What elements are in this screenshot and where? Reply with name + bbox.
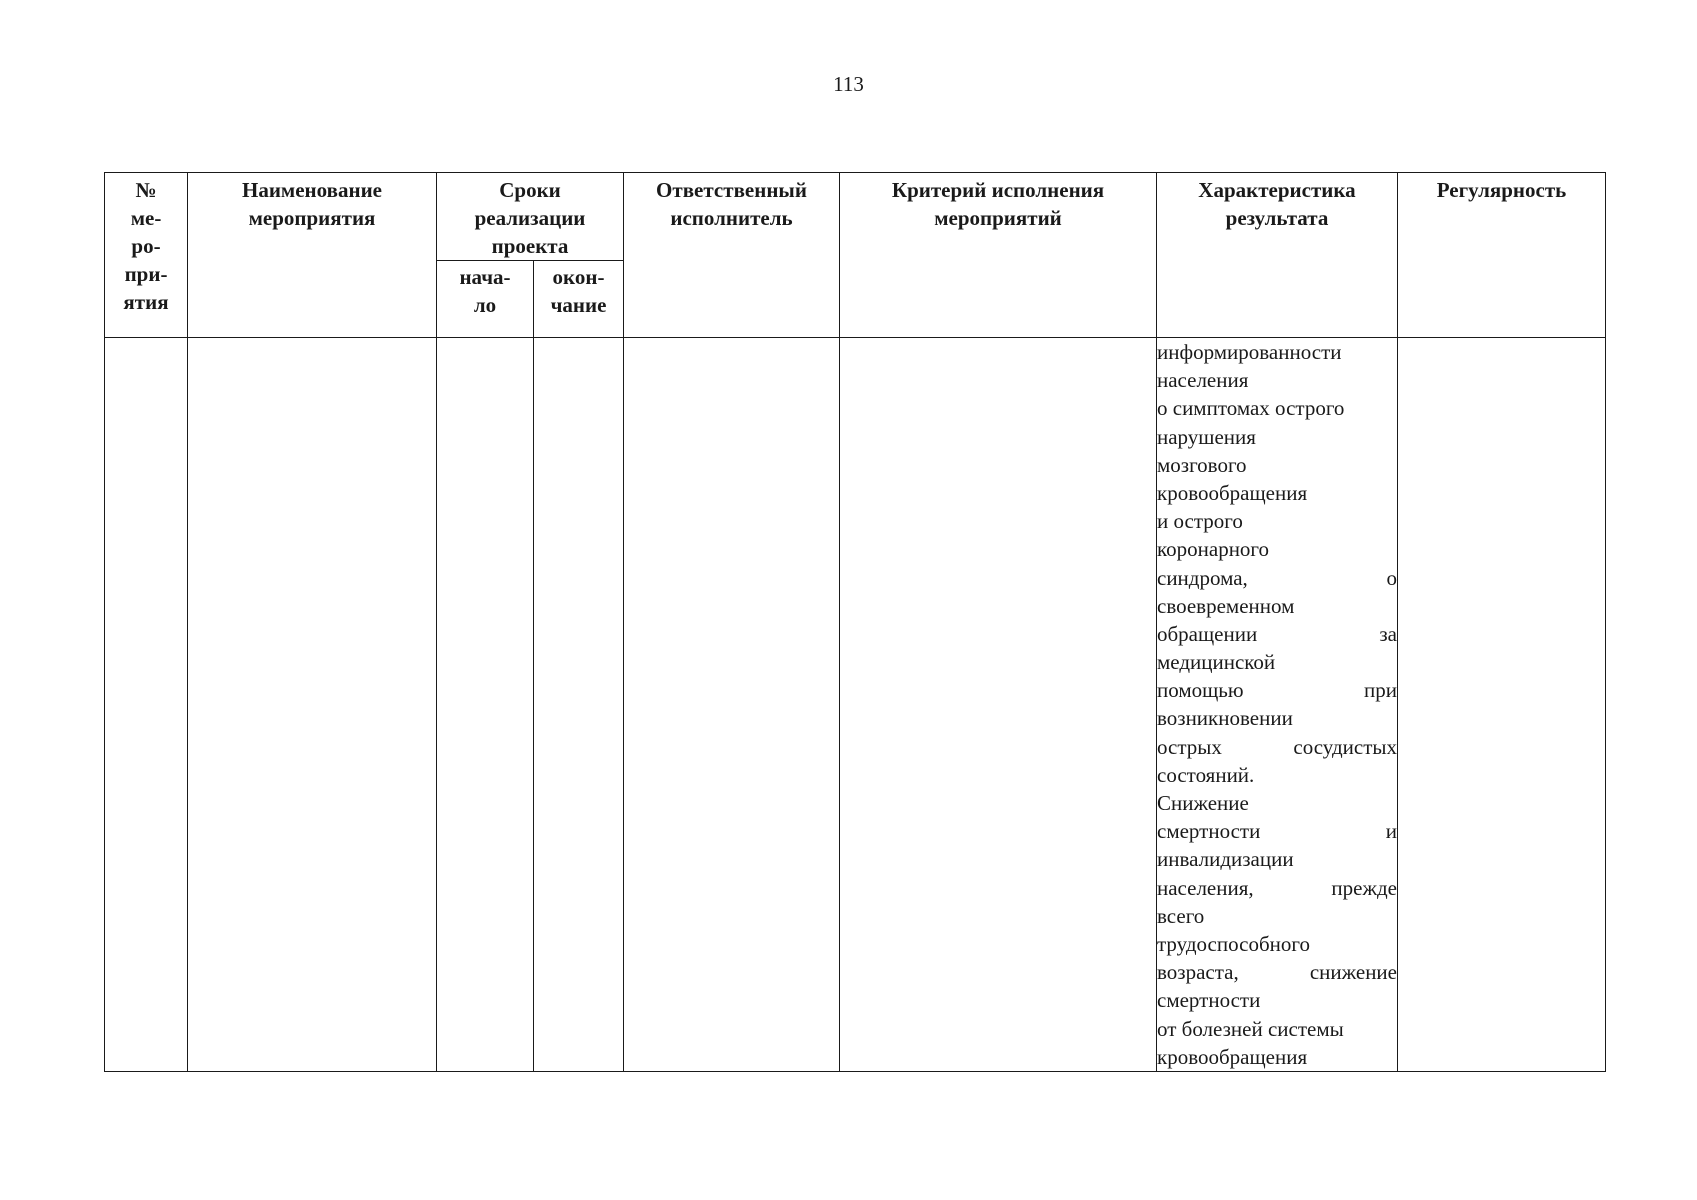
characteristic-text-line xyxy=(1157,451,1397,479)
header-end-line: окон- xyxy=(552,265,605,289)
header-terms-line: проекта xyxy=(491,234,569,258)
characteristic-word: синдрома, xyxy=(1157,565,1248,590)
header-number-line: при- xyxy=(124,262,168,286)
characteristic-text-line xyxy=(1157,423,1397,451)
header-criterion xyxy=(840,173,1157,338)
characteristic-text-line xyxy=(1157,592,1397,620)
characteristic-word: сосудистых xyxy=(1293,734,1397,759)
header-number-line: ро- xyxy=(131,234,161,258)
characteristic-text-line xyxy=(1157,564,1397,592)
characteristic-text-line xyxy=(1157,479,1397,507)
cell-start xyxy=(437,338,534,1072)
header-end-line: чание xyxy=(550,293,607,317)
characteristic-word: и xyxy=(1385,819,1397,844)
characteristic-word: острых xyxy=(1157,734,1222,759)
characteristic-word: медицинской xyxy=(1157,650,1276,675)
characteristic-word: кровообращения xyxy=(1157,1044,1308,1069)
characteristic-text-line xyxy=(1157,845,1397,873)
cell-characteristic xyxy=(1157,338,1398,1072)
characteristic-text-line xyxy=(1157,733,1397,761)
header-name xyxy=(188,173,437,338)
characteristic-text-line xyxy=(1157,930,1397,958)
header-responsible-line: исполнитель xyxy=(670,206,793,230)
characteristic-text-line xyxy=(1157,676,1397,704)
characteristic-text-line xyxy=(1157,986,1397,1014)
characteristic-text-line xyxy=(1157,507,1397,535)
header-terms xyxy=(437,173,624,261)
header-start xyxy=(437,261,534,338)
characteristic-text-line xyxy=(1157,620,1397,648)
characteristic-word: населения xyxy=(1157,368,1249,393)
header-terms-line: Сроки xyxy=(499,178,561,202)
characteristic-word: прежде xyxy=(1331,875,1397,900)
header-end xyxy=(534,261,624,338)
characteristic-word: и острого xyxy=(1157,509,1243,534)
characteristic-word: снижение xyxy=(1309,960,1397,985)
characteristic-text-line xyxy=(1157,535,1397,563)
characteristic-word: смертности xyxy=(1157,988,1261,1013)
characteristic-text-line xyxy=(1157,874,1397,902)
characteristic-text-line xyxy=(1157,761,1397,789)
header-number-line: ятия xyxy=(123,290,169,314)
table-row xyxy=(105,338,1606,1072)
header-number-line: ме- xyxy=(130,206,162,230)
characteristic-text-line xyxy=(1157,1015,1397,1043)
characteristic-text-line xyxy=(1157,394,1397,422)
header-characteristic-line: Характеристика xyxy=(1198,178,1356,202)
characteristic-word: коронарного xyxy=(1157,537,1270,562)
characteristic-word: при xyxy=(1364,678,1397,703)
header-responsible xyxy=(624,173,840,338)
characteristic-word: населения, xyxy=(1157,875,1254,900)
header-terms-line: реализации xyxy=(474,206,586,230)
header-number xyxy=(105,173,188,338)
characteristic-word: всего xyxy=(1157,903,1205,928)
characteristic-word: трудоспособного xyxy=(1157,931,1310,956)
characteristic-text-line xyxy=(1157,704,1397,732)
header-start-line: ло xyxy=(473,293,497,317)
characteristic-text-line xyxy=(1157,958,1397,986)
header-criterion-line: Критерий исполнения xyxy=(891,178,1105,202)
header-criterion-line: мероприятий xyxy=(934,206,1062,230)
header-characteristic xyxy=(1157,173,1398,338)
characteristic-text-line xyxy=(1157,1043,1397,1071)
header-regularity-line: Регулярность xyxy=(1436,178,1567,202)
header-name-line: Наименование xyxy=(242,178,382,202)
header-start-line: нача- xyxy=(459,265,511,289)
characteristic-word: помощью xyxy=(1157,678,1244,703)
header-name-line: мероприятия xyxy=(248,206,376,230)
header-regularity xyxy=(1398,173,1606,338)
characteristic-word: своевременном xyxy=(1157,593,1295,618)
characteristic-word: кровообращения xyxy=(1157,480,1308,505)
cell-name xyxy=(188,338,437,1072)
characteristic-text-line xyxy=(1157,789,1397,817)
header-responsible-line: Ответственный xyxy=(656,178,807,202)
header-number-line: № xyxy=(135,178,157,202)
characteristic-word: Снижение xyxy=(1157,791,1249,815)
characteristic-word: за xyxy=(1379,621,1397,646)
characteristic-word: смертности xyxy=(1157,819,1261,844)
characteristic-word: возраста, xyxy=(1157,960,1239,985)
header-characteristic-line: результата xyxy=(1225,206,1329,230)
characteristic-text-line xyxy=(1157,338,1397,366)
characteristic-word: нарушения xyxy=(1157,424,1256,449)
characteristic-word: информированности xyxy=(1157,340,1342,364)
characteristic-word: инвалидизации xyxy=(1157,847,1294,872)
characteristic-word: о симптомах острого xyxy=(1157,396,1345,421)
cell-responsible xyxy=(624,338,840,1072)
characteristic-text-line xyxy=(1157,366,1397,394)
characteristic-text-line xyxy=(1157,648,1397,676)
characteristic-text-line xyxy=(1157,902,1397,930)
characteristic-word: мозгового xyxy=(1157,452,1247,477)
characteristic-word: состояний. xyxy=(1157,762,1255,787)
activities-table xyxy=(104,172,1606,1072)
characteristic-word: возникновении xyxy=(1157,706,1293,731)
cell-number xyxy=(105,338,188,1072)
page-number: 113 xyxy=(833,72,864,96)
cell-criterion xyxy=(840,338,1157,1072)
header-row xyxy=(105,173,1606,261)
cell-end xyxy=(534,338,624,1072)
cell-regularity xyxy=(1398,338,1606,1072)
characteristic-word: обращении xyxy=(1157,621,1258,646)
characteristic-text-line xyxy=(1157,817,1397,845)
characteristic-word: о xyxy=(1386,565,1397,590)
characteristic-word: от болезней системы xyxy=(1157,1016,1344,1041)
